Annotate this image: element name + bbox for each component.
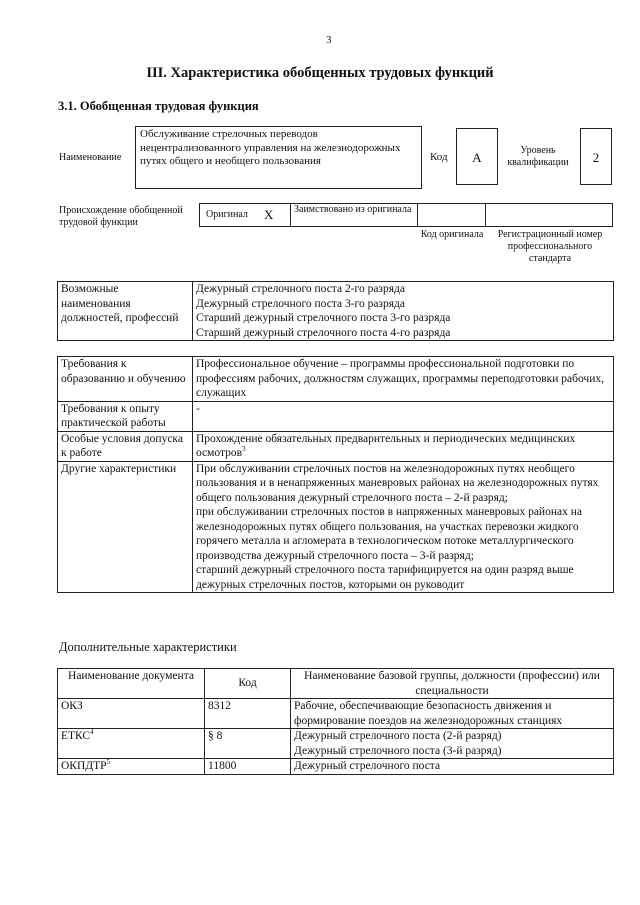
original-label: Оригинал [206,209,248,220]
name-label: Наименование [59,152,122,163]
doc-code: 11800 [205,759,291,775]
experience-value: - [193,401,614,431]
footnote-ref: 3 [242,445,246,454]
doc-cell [58,759,205,775]
education-label: Требования к образованию и обучению [58,357,193,402]
subsection-title: 3.1. Обобщенная трудовая функция [58,99,259,113]
additional-table [57,668,614,775]
doc-name: ОКПДТР [61,760,107,772]
page-number: 3 [326,34,332,46]
borrowed-label: Заимствовано из оригинала [294,204,412,215]
doc-code: 8312 [205,699,291,729]
section-title: III. Характеристика обобщенных трудовых функций [146,65,494,81]
positions-label: Возможные наименования должностей, профессий [58,282,193,341]
doc-group-name: Дежурный стрелочного поста (2-й разряд) Дежурный стрелочного поста (3-й разряд) [291,729,614,759]
admission-label: Особые условия допуска к работе [58,431,193,461]
code-value: А [456,128,498,185]
header-code: Код [205,669,291,699]
other-label: Другие характеристики [58,461,193,593]
name-value: Обслуживание стрелочных переводов нецентрализованного управления на железнодорожных путях общего и необщего пользования [135,126,422,189]
code-label: Код [430,151,448,163]
header-document: Наименование документа [58,669,205,699]
experience-label: Требования к опыту практической работы [58,401,193,431]
reg-number-caption: Регистрационный номер профессионального стандарта [497,229,603,264]
header-name: Наименование базовой группы, должности (профессии) или специальности [291,669,614,699]
additional-title: Дополнительные характеристики [59,640,237,654]
position-item: Дежурный стрелочного поста 2-го разряда [196,283,405,295]
position-item: Дежурный стрелочного поста 3-го разряда [196,297,405,310]
education-value: Профессиональное обучение – программы профессиональной подготовки по профессиям рабочих, должностям служащих, программы переподготовки рабочих, служащих [193,357,614,402]
footnote-ref: 5 [106,758,111,767]
position-item: Старший дежурный стрелочного поста 4-го разряда [196,326,451,339]
level-label: Уровень квалификации [507,145,569,168]
code-original-caption: Код оригинала [420,229,484,240]
doc-code: § 8 [205,729,291,759]
original-mark: X [264,207,274,222]
doc-cell [58,729,205,759]
position-item: Старший дежурный стрелочного поста 3-го разряда [196,312,451,324]
doc-name: ОКЗ [61,700,83,712]
doc-group-name: Рабочие, обеспечивающие безопасность движения и формирование поездов на железнодорожных станциях [291,699,614,729]
doc-group-name: Дежурный стрелочного поста [291,759,614,775]
positions-table [57,281,614,341]
footnote-ref: 4 [90,728,94,737]
level-value: 2 [580,128,612,185]
positions-list [193,282,614,341]
doc-name: ЕТКС [61,730,91,742]
origin-label: Происхождение обобщенной трудовой функции [59,205,183,228]
admission-value: Прохождение обязательных предварительных и периодических медицинских осмотров [196,432,576,459]
other-value: При обслуживании стрелочных постов на железнодорожных путях необщего пользования и в ненапряженных маневровых районах на железнодорожных путях общего пользования дежурный стрелочного поста – 2-й разряд; при обслуживании стрелочных постов в напряженных маневровых районах на железнодорожных путях общего пользования, на участках перевозки жидкого горячего металла и агломерата в технологическом потоке металлургического производства дежурный стрелочного поста – 3-й разряд; старший дежурный стрелочного поста тарифицируется на один разряд выше дежурных стрелочных постов, которыми он руководит [193,461,614,593]
requirements-table [57,356,614,593]
doc-cell [58,699,205,729]
admission-cell [193,431,614,461]
